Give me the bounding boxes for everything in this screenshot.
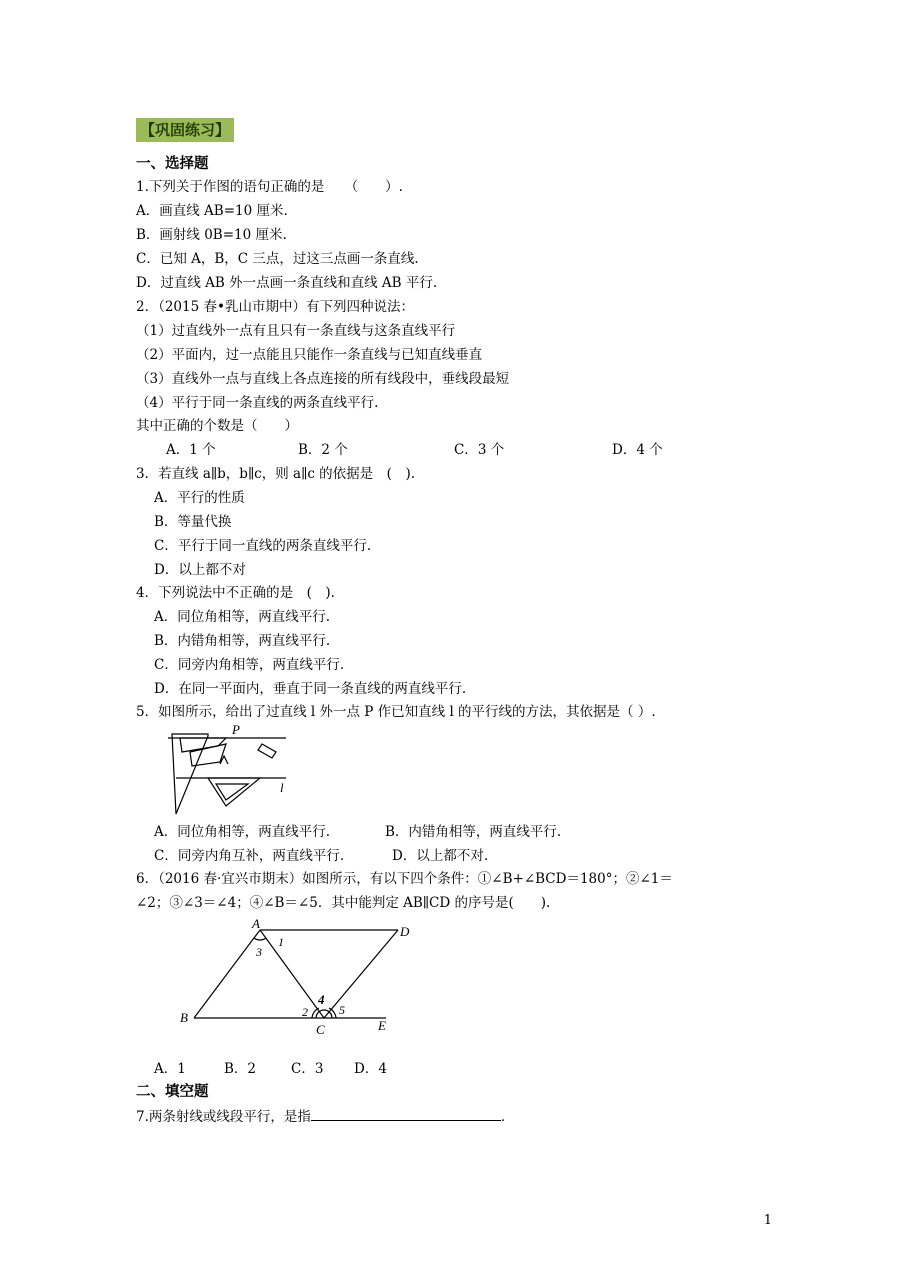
q5-option-a: A．同位角相等，两直线平行. xyxy=(154,824,331,840)
q1-option-b: B．画射线 0B=10 厘米. xyxy=(136,227,287,243)
q1-option-d: D．过直线 AB 外一点画一条直线和直线 AB 平行. xyxy=(136,275,438,291)
q6-label-b: B xyxy=(180,1010,188,1025)
q5-option-c: C．同旁内角互补，两直线平行. xyxy=(154,848,345,864)
q6-stem-line-1: 6．（2016 春·宜兴市期末）如图所示，有以下四个条件：①∠B+∠BCD＝180°；②∠1＝ xyxy=(136,871,673,887)
q5-option-b: B．内错角相等，两直线平行. xyxy=(385,824,562,840)
q6-label-e: E xyxy=(378,1018,386,1033)
q7-line xyxy=(136,1106,514,1127)
q5-label-l: l xyxy=(280,780,284,795)
q3-option-b: B．等量代换 xyxy=(154,514,232,530)
q5-set-square-figure xyxy=(168,722,298,817)
q4-option-a: A．同位角相等，两直线平行. xyxy=(154,609,331,625)
q5-option-d: D．以上都不对. xyxy=(392,848,489,864)
q6-label-2: 2 xyxy=(302,1005,308,1019)
q2-statement-1: （1）过直线外一点有且只有一条直线与这条直线平行 xyxy=(136,323,456,339)
q4-option-b: B．内错角相等，两直线平行. xyxy=(154,633,331,649)
q2-statement-2: （2）平面内，过一点能且只能作一条直线与已知直线垂直 xyxy=(136,347,483,363)
q2-statement-4: （4）平行于同一条直线的两条直线平行. xyxy=(136,395,379,411)
q2-option-c: C．3 个 xyxy=(454,442,505,458)
q6-label-d: D xyxy=(400,924,410,939)
q3-option-d: D．以上都不对 xyxy=(154,562,246,578)
q2-option-a: A．1 个 xyxy=(166,442,216,458)
q1-option-c: C．已知 A，B，C 三点，过这三点画一条直线. xyxy=(136,251,419,267)
exercise-header: 【巩固练习】 xyxy=(136,118,234,142)
q6-label-a: A xyxy=(252,918,260,931)
q1-option-a: A．画直线 AB=10 厘米. xyxy=(136,203,288,219)
q6-label-1: 1 xyxy=(278,935,284,949)
q3-stem: 3．若直线 a∥b，b∥c，则 a∥c 的依据是 ( ). xyxy=(136,466,415,482)
q2-option-b: B．2 个 xyxy=(298,442,348,458)
section-title-fill: 二、填空题 xyxy=(136,1083,209,1100)
q4-option-d: D．在同一平面内，垂直于同一条直线的两直线平行. xyxy=(154,681,467,697)
q6-parallelogram-figure xyxy=(176,918,416,1040)
q6-label-5: 5 xyxy=(339,1003,345,1017)
q6-option-b: B．2 xyxy=(224,1061,257,1077)
page-number: 1 xyxy=(763,1213,772,1228)
q7-end: ． xyxy=(500,1109,515,1125)
q3-option-a: A．平行的性质 xyxy=(154,490,245,506)
q6-option-a: A．1 xyxy=(154,1061,186,1077)
q6-label-c: C xyxy=(316,1022,325,1037)
q6-option-d: D．4 xyxy=(354,1061,387,1077)
q3-option-c: C．平行于同一直线的两条直线平行. xyxy=(154,538,372,554)
q4-option-c: C．同旁内角相等，两直线平行. xyxy=(154,657,345,673)
q2-question: 其中正确的个数是（ ） xyxy=(136,418,298,434)
q5-stem: 5．如图所示，给出了过直线 l 外一点 P 作已知直线 l 的平行线的方法，其依据是（ ）. xyxy=(136,704,656,720)
q2-stem: 2．（2015 春•乳山市期中）有下列四种说法： xyxy=(136,299,414,315)
q7-answer-blank[interactable] xyxy=(311,1106,501,1121)
q6-option-c: C．3 xyxy=(291,1061,324,1077)
q7-stem: 7.两条射线或线段平行，是指 xyxy=(136,1109,311,1125)
q4-stem: 4．下列说法中不正确的是 ( ). xyxy=(136,585,335,601)
section-title-choice: 一、选择题 xyxy=(136,155,209,172)
q6-label-3: 3 xyxy=(256,945,262,959)
q2-statement-3: （3）直线外一点与直线上各点连接的所有线段中，垂线段最短 xyxy=(136,371,510,387)
q1-stem: 1.下列关于作图的语句正确的是 （ ）. xyxy=(136,179,403,195)
q6-label-4: 4 xyxy=(318,992,325,1007)
q2-option-d: D．4 个 xyxy=(612,442,663,458)
q6-stem-line-2: ∠2；③∠3＝∠4；④∠B＝∠5．其中能判定 AB∥CD 的序号是( ). xyxy=(136,895,551,911)
q5-label-p: P xyxy=(232,722,240,737)
